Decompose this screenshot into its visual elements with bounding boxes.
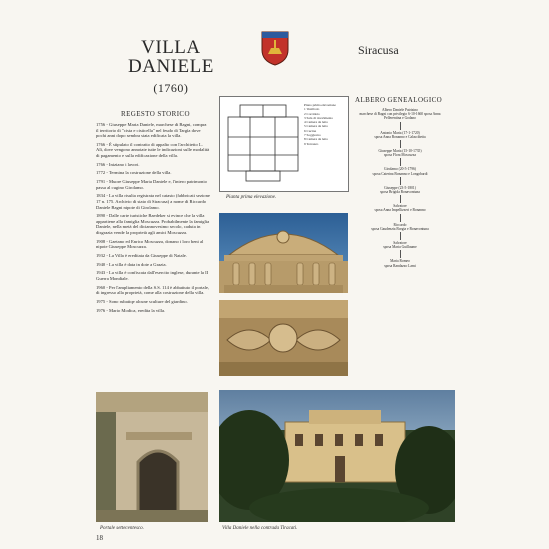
regesto-entry: 1834 - La villa risulta registrata nel catasto (fabbricati sezione 17 n. 175. Archivio di stato di Siracusa) a nome di Riccardo Daniele Bagni nipote di Girolamo. <box>96 193 210 210</box>
city-name: Siracusa <box>358 43 399 57</box>
genealogy-tree <box>352 108 448 268</box>
tree-node: Riccardo sposa Gaudenzia Borgia e Bonavontuna <box>371 222 429 231</box>
tree-node: Giuseppe Maria (15-10-1735) sposa Flora Moscuzza <box>378 149 422 158</box>
tree-node: Girolamo (20-5-1796) sposa Caterina Bonanno e Longobardi <box>372 167 428 176</box>
tree-node: Giuseppe (23-5-1801) sposa Brigida Bonavontuna <box>380 185 420 195</box>
regesto-entry: 1908 - Gaetano ed Enrico Moscuzza, donano i loro beni al nipote Giuseppe Moscuzza. <box>96 238 204 250</box>
legend-item: 2 Corridoio <box>304 111 320 116</box>
regesto-entry: 1960 - Per l'ampliamento della S.S. 114 è abbattuto il portale, di ingresso alla proprietà, come alla costruzione della villa. <box>96 284 210 296</box>
villa-caption: Villa Daniele nella contrada Tiracati. <box>222 526 298 531</box>
albero-heading: ALBERO GENEALOGICO <box>355 96 443 104</box>
coat-of-arms-icon <box>260 30 290 66</box>
regesto-entry: 1932 - La Villa è ereditata da Giuseppe di Natale. <box>96 253 187 259</box>
tree-node: Antonio Maria (17-1-1720) sposa Anna Bonanno e Calascibetta <box>374 130 426 139</box>
legend-item: 6 Cucina <box>304 128 317 133</box>
legend-item: 7 Soggiorno <box>304 133 321 138</box>
regesto-entry: 1756 - Giuseppe Maria Daniele, marchese di Bagni, compra il territorio di "cista e cisticella" nel feudo di Targìa dove pochi anni dopo sembra stata edificata la villa. <box>96 122 207 139</box>
regesto-entry: 1772 - Termina la costruzione della villa. <box>96 170 172 176</box>
portal-caption: Portale settecentesco. <box>100 526 144 531</box>
regesto-entry: 1791 - Muore Giuseppe Maria Daniele e, l'intero patrimonio passa al cugino Girolamo. <box>96 179 207 190</box>
regesto-heading: REGESTO STORICO <box>121 110 190 118</box>
floor-plan-caption: Pianta prima elevazione. <box>226 195 277 200</box>
tree-node: Salvatore sposa Maria Guillaume <box>383 241 417 250</box>
tree-node: Albero Daniele Patrizino marchese di Bagni con privilegio 6-10-1660 sposa Anna Pellerentina e Godano <box>359 108 441 121</box>
tree-node: Maria Romeo sposa Randazzo Lami <box>384 259 416 268</box>
legend-item: 8 Camera da letto <box>304 137 329 142</box>
legend-item: 3 Sala di ricevimento <box>304 115 333 120</box>
legend-title: Piano prima elevazione <box>304 103 336 107</box>
regesto-entry: 1975 - Sono rubatiqe alcune sculture del giardino. <box>96 298 188 304</box>
villa-title <box>128 38 214 98</box>
portal-photo <box>96 392 208 522</box>
floor-plan <box>219 96 349 192</box>
legend-item: 5 Camera da letto <box>304 124 329 129</box>
title-line-1: VILLA <box>141 37 201 58</box>
regesto-entry: 1976 - Mario Modica, eredita la villa. <box>96 307 166 313</box>
legend-item: 4 Camera da letto <box>304 120 329 125</box>
title-line-2: DANIELE <box>128 56 214 77</box>
page-number: 18 <box>96 534 103 542</box>
legend-item: 9 Terrazzo <box>304 141 319 146</box>
legend-item: 1 Vestibolo <box>304 107 320 112</box>
balustrade-photo <box>219 213 348 293</box>
regesto-entry: 1890 - Dalle carte turistiche Baedeker si evince che la villa appartiene alla famiglia Moscuzza. Probabilmente la famiglia Daniele, nella metà del diciannovesimo secolo, caduta in disgrazia vende la proprietà agli amici Moscuzza. <box>96 213 210 236</box>
floor-plan-legend <box>304 103 346 146</box>
regesto-list <box>96 122 210 316</box>
villa-photo <box>219 390 455 522</box>
regesto-entry: 1766 - Iniziano i lavori. <box>96 161 140 167</box>
title-year: (1760) <box>153 81 189 95</box>
sculpture-photo <box>219 300 348 376</box>
regesto-entry: 1943 - La villa è confiscata dall'esercito inglese, durante la II Guerra Mondiale. <box>96 270 209 281</box>
tree-node: Salvatore sposa Anna Impellizzeri e Bonanno <box>374 204 426 213</box>
regesto-entry: 1940 - La villa è data in dote a Grazia. <box>96 261 167 267</box>
regesto-entry: 1766 - È stipulato il contratto di appalto con l'architetto L. Alì, dove vengono annotate tutte le indicazioni sulle modalità di pagamento e sulla edificazione della villa. <box>96 141 210 159</box>
